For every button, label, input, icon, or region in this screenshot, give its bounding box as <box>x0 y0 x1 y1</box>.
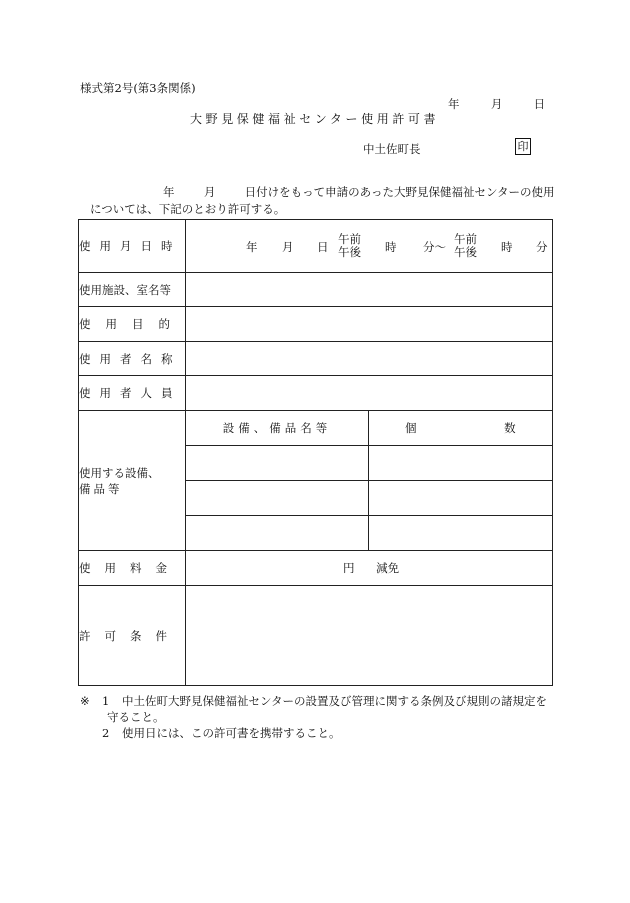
dt-hour-end: 時 <box>501 240 513 254</box>
equipment-name-3[interactable] <box>186 516 369 551</box>
issuer-name: 中土佐町長 <box>363 142 421 156</box>
note-1-text-cont: 守ること。 <box>107 710 165 724</box>
fee-yen: 円 <box>343 561 355 575</box>
issue-date-day: 日 <box>533 97 546 111</box>
value-user-name[interactable] <box>186 342 553 376</box>
label-conditions: 許可条件 <box>79 586 186 686</box>
intro-line-1 <box>163 184 555 200</box>
row-user-name <box>79 342 553 376</box>
row-conditions <box>79 586 553 686</box>
document-title: 大野見保健福祉センター使用許可書 <box>190 112 440 126</box>
label-datetime: 使用月日時 <box>79 220 186 273</box>
row-datetime <box>79 220 553 273</box>
equipment-name-2[interactable] <box>186 481 369 516</box>
note-1-number: 1 <box>102 694 110 708</box>
row-purpose <box>79 307 553 342</box>
issue-date-year: 年 <box>448 97 460 111</box>
note-mark: ※ <box>80 694 90 708</box>
value-datetime[interactable] <box>186 220 553 273</box>
form-number: 様式第2号(第3条関係) <box>80 81 196 95</box>
seal-mark: 印 <box>515 138 531 155</box>
issue-date-month: 月 <box>490 97 503 111</box>
row-fee <box>79 551 553 586</box>
note-2-number: 2 <box>102 726 110 740</box>
permit-table <box>78 219 553 686</box>
dt-minute-to: 分～ <box>423 240 446 254</box>
label-equipment: 使用する設備、 備品等 <box>79 411 186 551</box>
label-purpose: 使用目的 <box>79 307 186 342</box>
value-user-count[interactable] <box>186 376 553 411</box>
value-facility[interactable] <box>186 273 553 307</box>
dt-day: 日 <box>317 240 329 254</box>
note-1-text: 中土佐町大野見保健福祉センターの設置及び管理に関する条例及び規則の諸規定を <box>122 694 548 708</box>
intro-rest: 日付けをもって申請のあった大野見保健福祉センターの使用 <box>244 185 555 199</box>
dt-ampm-start: 午前 午後 <box>338 232 361 259</box>
label-user-count: 使用者人員 <box>79 376 186 411</box>
row-user-count <box>79 376 553 411</box>
label-facility: 使用施設、室名等 <box>79 273 186 307</box>
dt-ampm-end: 午前 午後 <box>454 232 477 259</box>
issue-date <box>448 96 545 112</box>
value-conditions[interactable] <box>186 586 553 686</box>
equipment-qty-1[interactable] <box>369 446 553 481</box>
dt-hour-start: 時 <box>385 240 397 254</box>
dt-minute-end: 分 <box>536 240 548 254</box>
col-equipment-name: 設備、備品名等 <box>186 411 369 446</box>
label-user-name: 使用者名称 <box>79 342 186 376</box>
equipment-name-1[interactable] <box>186 446 369 481</box>
equipment-qty-2[interactable] <box>369 481 553 516</box>
label-fee: 使用料金 <box>79 551 186 586</box>
col-equipment-qty: 個 数 <box>369 411 553 446</box>
dt-year: 年 <box>246 240 258 254</box>
row-equipment-header <box>79 411 553 446</box>
note-2-text: 使用日には、この許可書を携帯すること。 <box>122 726 341 740</box>
equipment-qty-3[interactable] <box>369 516 553 551</box>
intro-line-2: については、下記のとおり許可する。 <box>90 202 286 216</box>
intro-month: 月 <box>203 185 216 199</box>
dt-month: 月 <box>282 240 294 254</box>
intro-year: 年 <box>163 185 175 199</box>
value-purpose[interactable] <box>186 307 553 342</box>
value-fee[interactable] <box>186 551 553 586</box>
row-facility <box>79 273 553 307</box>
fee-exemption: 減免 <box>376 561 400 575</box>
